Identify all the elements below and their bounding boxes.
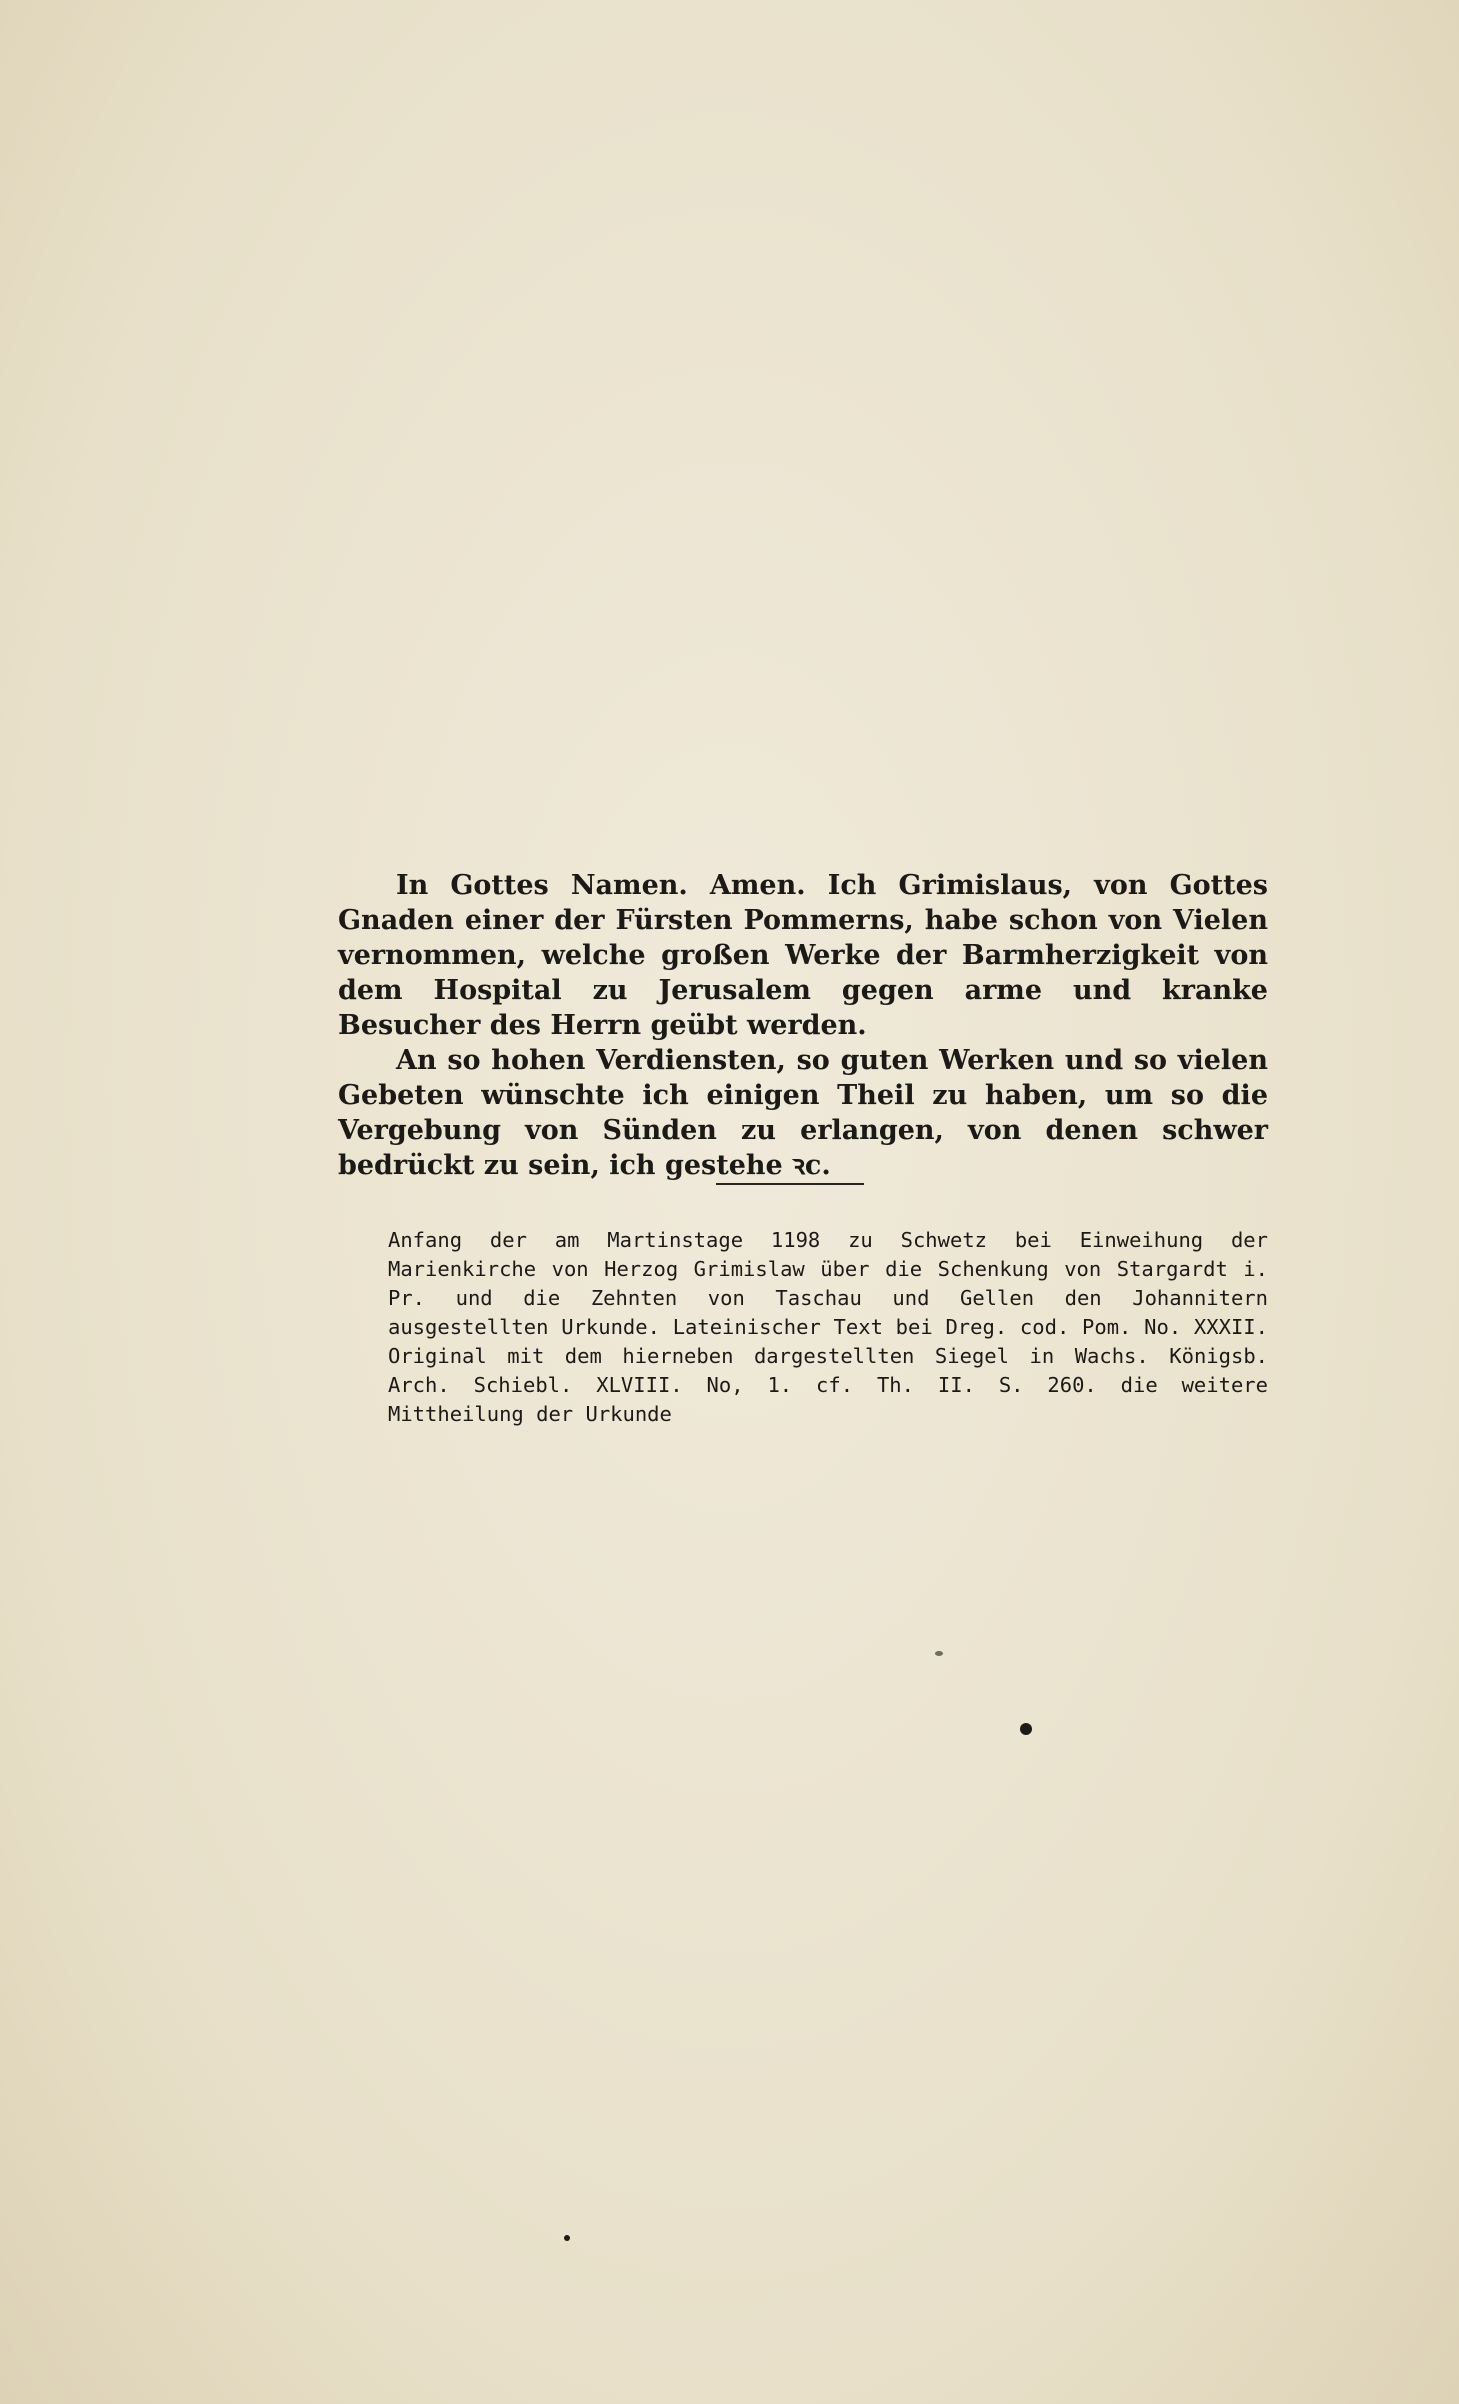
paragraph-invocation: In Gottes Namen. Amen. Ich Grimislaus, von Gottes Gnaden einer der Fürsten Pommerns, habe schon von Vielen vernommen, welche großen Werke der Barmherzigkeit von dem Hospital zu Jerusalem gegen arme und kranke Besucher des Herrn geübt werden.: [338, 870, 1268, 1041]
ink-spot: [935, 1651, 943, 1656]
paragraph-motivation: An so hohen Verdiensten, so guten Werken und so vielen Gebeten wünschte ich einigen Theil zu haben, um so die Vergebung von Sünden zu erlangen, von denen schwer bedrückt zu sein, ich gestehe ꝛc.: [338, 1045, 1268, 1181]
section-divider: [716, 1183, 864, 1185]
caption-text: Anfang der am Martinstage 1198 zu Schwetz bei Einweihung der Marienkirche von Herzog Grimislaw über die Schenkung von Stargardt i. Pr. und die Zehnten von Taschau und Gellen den Johannitern ausgestellten Urkunde. Lateinischer Text bei Dreg. cod. Pom. No. XXXII. Original mit dem hierneben dargestellten Siegel in Wachs. Königsb. Arch. Schiebl. XLVIII. No, 1. cf. Th. II. S. 260. die weitere Mittheilung der Urkunde: [388, 1228, 1268, 1426]
ink-spot: [564, 2235, 570, 2241]
ink-spot: [1020, 1723, 1032, 1735]
source-caption: [388, 1226, 1268, 1429]
charter-transcription: [338, 868, 1268, 1183]
